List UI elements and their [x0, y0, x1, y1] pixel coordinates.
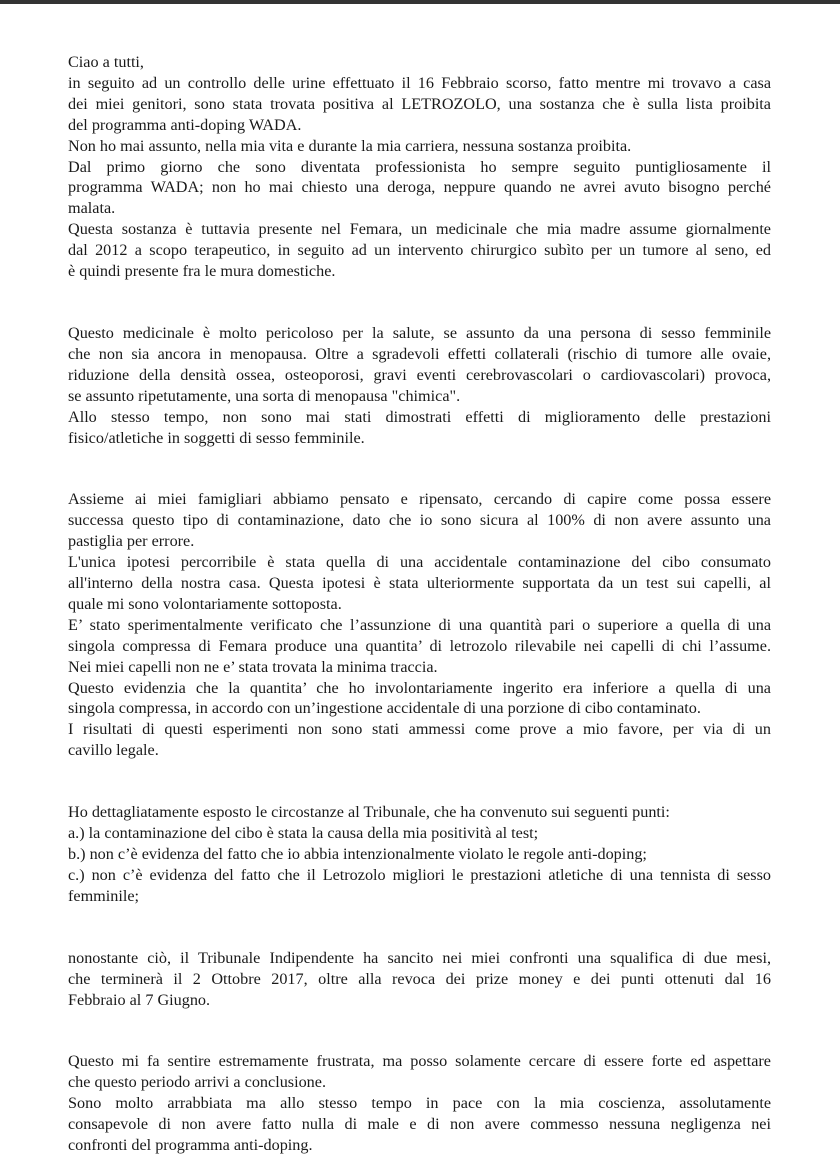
paragraph [68, 52, 771, 282]
text-line: programma WADA; non ho mai chiesto una deroga, neppure quando ne avrei avuto bisogno perché [68, 178, 771, 197]
text-line: del programma anti-doping WADA. [68, 115, 302, 134]
text-line: dei miei genitori, sono stata trovata positiva al LETROZOLO, una sostanza che è sulla lista proibita [68, 94, 771, 113]
text-line: Assieme ai miei famigliari abbiamo pensato e ripensato, cercando di capire come possa essere [68, 490, 771, 509]
text-line: fisico/atletiche in soggetti di sesso femminile. [68, 428, 365, 447]
text-line: in seguito ad un controllo delle urine effettuato il 16 Febbraio scorso, fatto mentre mi trovavo a casa [68, 73, 771, 92]
text-line: successa questo tipo di contaminazione, dato che io sono sicura al 100% di non avere assunto una [68, 511, 771, 530]
text-line: confronti del programma anti-doping. [68, 1136, 313, 1155]
paragraph [68, 323, 771, 448]
text-line: malata. [68, 199, 116, 218]
text-line: b.) non c’è evidenza del fatto che io abbia intenzionalmente violato le regole anti-doping; [68, 845, 647, 863]
text-line: Questo medicinale è molto pericoloso per la salute, se assunto da una persona di sesso femminile [68, 323, 771, 342]
text-line: singola compressa, in accordo con un’ingestione accidentale di una porzione di cibo contaminato. [68, 699, 701, 718]
text-line: cavillo legale. [68, 741, 159, 760]
text-line: Ho dettagliatamente esposto le circostanze al Tribunale, che ha convenuto sui seguenti punti: [68, 803, 670, 822]
text-line: riduzione della densità ossea, osteoporosi, gravi eventi cerebrovascolari o cardiovascolari) provoca, [68, 365, 771, 384]
top-bar [0, 0, 840, 4]
text-line: L'unica ipotesi percorribile è stata quella di una accidentale contaminazione del cibo consumato [68, 553, 771, 572]
text-line: Questo mi fa sentire estremamente frustrata, ma posso solamente cercare di essere forte ed aspettare [68, 1052, 771, 1071]
text-line: all'interno della nostra casa. Questa ipotesi è stata ulteriormente supportata da un test sui capelli, al [68, 574, 771, 593]
paragraph-gap [68, 282, 771, 323]
text-line: femminile; [68, 886, 140, 905]
text-line: I risultati di questi esperimenti non sono stati ammessi come prove a mio favore, per via di un [68, 720, 771, 739]
paragraph [68, 802, 771, 907]
text-line: Allo stesso tempo, non sono mai stati dimostrati effetti di miglioramento delle prestazioni [68, 407, 771, 426]
text-line: E’ stato sperimentalmente verificato che l’assunzione di una quantità pari o superiore a quella di una [68, 615, 771, 634]
paragraph-gap [68, 907, 771, 948]
paragraph-gap [68, 1010, 771, 1051]
text-line: dal 2012 a scopo terapeutico, in seguito ad un intervento chirurgico subìto per un tumore al seno, ed [68, 241, 771, 260]
text-line: nonostante ciò, il Tribunale Indipendente ha sancito nei miei confronti una squalifica di due mesi, [68, 948, 771, 967]
text-line: se assunto ripetutamente, una sorta di menopausa "chimica". [68, 386, 461, 405]
paragraph [68, 1051, 771, 1156]
text-line: singola compressa di Femara produce una quantita’ di letrozolo rilevabile nei capelli di chi l’assume. [68, 636, 771, 655]
text-line: a.) la contaminazione del cibo è stata la causa della mia positività al test; [68, 824, 539, 843]
text-line: che terminerà il 2 Ottobre 2017, oltre alla revoca dei prize money e dei punti ottenuti dal 16 [68, 969, 771, 988]
text-line: Nei miei capelli non ne e’ stata trovata la minima traccia. [68, 657, 438, 676]
text-line: pastiglia per errore. [68, 532, 195, 551]
text-line: consapevole di non avere fatto nulla di male e di non avere commesso nessuna negligenza nei [68, 1115, 771, 1134]
text-line: è quindi presente fra le mura domestiche. [68, 262, 336, 281]
text-line: Febbraio al 7 Giugno. [68, 990, 211, 1009]
paragraph [68, 948, 771, 1011]
text-line: che questo periodo arrivi a conclusione. [68, 1073, 327, 1092]
text-line: Questa sostanza è tuttavia presente nel Femara, un medicinale che mia madre assume giornalmente [68, 220, 771, 239]
text-line: Questo evidenzia che la quantita’ che ho involontariamente ingerito era inferiore a quella di una [68, 678, 771, 697]
text-line: Sono molto arrabbiata ma allo stesso tempo in pace con la mia coscienza, assolutamente [68, 1094, 771, 1113]
text-line: Dal primo giorno che sono diventata professionista ho sempre seguito puntigliosamente il [68, 157, 771, 176]
paragraph [68, 489, 771, 761]
paragraph-gap [68, 761, 771, 802]
text-line: quale mi sono volontariamente sottoposta. [68, 594, 342, 613]
text-line: che non sia ancora in menopausa. Oltre a sgradevoli effetti collaterali (rischio di tumore alle ovaie, [68, 344, 771, 363]
paragraph-gap [68, 448, 771, 489]
text-line: Non ho mai assunto, nella mia vita e durante la mia carriera, nessuna sostanza proibita. [68, 136, 632, 155]
text-line: Ciao a tutti, [68, 53, 144, 71]
document-body [68, 52, 771, 1156]
text-line: c.) non c’è evidenza del fatto che il Letrozolo migliori le prestazioni atletiche di una tennista di sesso [68, 865, 771, 884]
